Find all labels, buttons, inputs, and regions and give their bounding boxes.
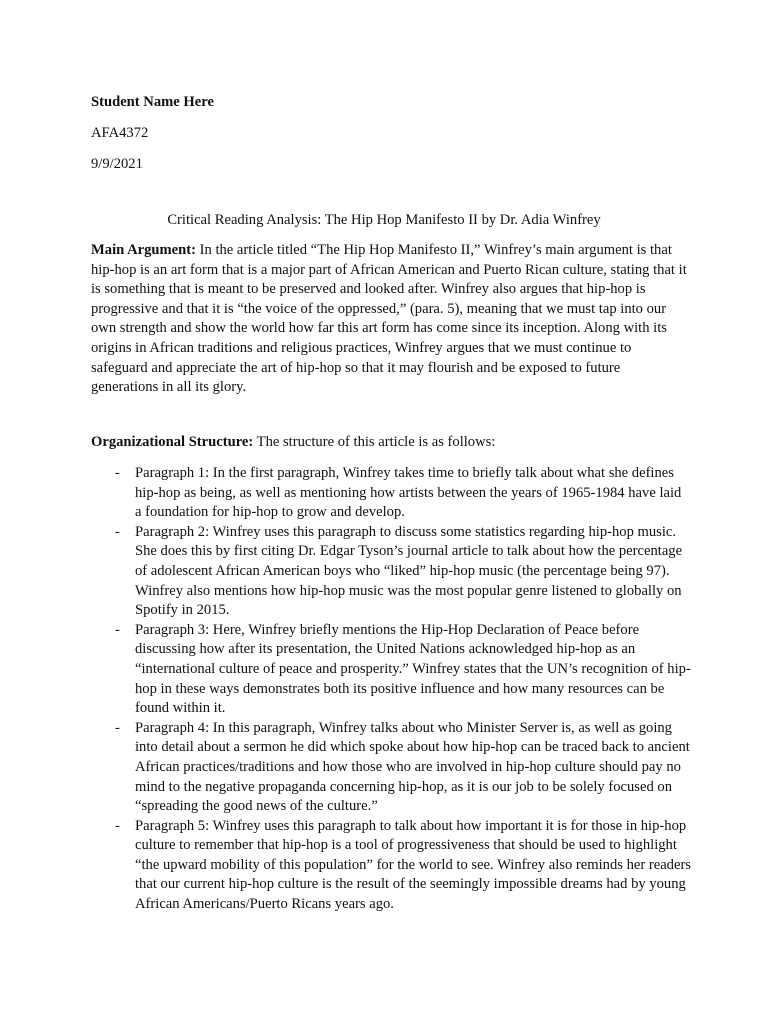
course-code: AFA4372: [91, 125, 149, 141]
list-item: [91, 523, 691, 621]
organizational-structure-text: The structure of this article is as follows:: [253, 434, 496, 450]
date: 9/9/2021: [91, 156, 143, 172]
list-item: [91, 464, 691, 523]
main-argument-label: Main Argument:: [91, 242, 196, 258]
list-item: [91, 817, 691, 915]
bullet-marker: -: [115, 719, 120, 736]
list-item-text: Paragraph 5: Winfrey uses this paragraph to talk about how important it is for those in hip-hop culture to remember that hip-hop is a tool of progressiveness that should be used to highlight “the upward mobility of this population” for the world to see. Winfrey also reminds her readers that our current hip-hop culture is the result of the seemingly impossible dreams had by young African Americans/Puerto Ricans years ago.: [135, 817, 691, 913]
list-item: [91, 719, 691, 817]
bullet-marker: -: [115, 817, 120, 834]
list-item-text: Paragraph 3: Here, Winfrey briefly mentions the Hip-Hop Declaration of Peace before discussing how after its presentation, the United Nations acknowledged hip-hop as an “international culture of peace and prosperity.” Winfrey states that the UN’s recognition of hip-hop in these ways demonstrates both its positive influence and how many resources can be found within it.: [135, 621, 691, 717]
organizational-structure-label: Organizational Structure:: [91, 434, 254, 450]
main-argument-paragraph: [91, 241, 691, 398]
student-name: Student Name Here: [91, 94, 214, 110]
list-item-text: Paragraph 1: In the first paragraph, Winfrey takes time to briefly talk about what she defines hip-hop as being, as well as mentioning how artists between the years of 1965-1984 have laid a foundation for hip-hop to grow and develop.: [135, 465, 682, 521]
main-argument-text: In the article titled “The Hip Hop Manifesto II,” Winfrey’s main argument is that hip-hop is an art form that is a major part of African American and Puerto Rican culture, stating that it is something that is meant to be preserved and looked after. Winfrey also argues that hip-hop is progressive and that it is “the voice of the oppressed,” (para. 5), meaning that we must tap into our own strength and show the world how far this art form has come since its inception. Along with its origins in African traditions and religious practices, Winfrey argues that we must continue to safeguard and appreciate the art of hip-hop so that it may flourish and be exposed to future generations in all its glory.: [91, 242, 687, 396]
list-item: [91, 621, 691, 719]
organizational-structure-paragraph: [91, 433, 691, 453]
paragraph-list: [91, 464, 691, 915]
document-title: Critical Reading Analysis: The Hip Hop Manifesto II by Dr. Adia Winfrey: [167, 212, 601, 228]
list-item-text: Paragraph 4: In this paragraph, Winfrey talks about who Minister Server is, as well as going into detail about a sermon he did which spoke about how hip-hop can be traced back to ancient African practices/traditions and how those who are involved in hip-hop culture should pay no mind to the negative propaganda concerning hip-hop, as it is our job to be solely focused on “spreading the good news of the culture.”: [135, 719, 690, 815]
list-item-text: Paragraph 2: Winfrey uses this paragraph to discuss some statistics regarding hip-hop music. She does this by first citing Dr. Edgar Tyson’s journal article to talk about how the percentage of adolescent African American boys who “liked” hip-hop music (the percentage being 97). Winfrey also mentions how hip-hop music was the most popular genre listened to globally on Spotify in 2015.: [135, 523, 683, 619]
bullet-marker: -: [115, 621, 120, 638]
bullet-marker: -: [115, 465, 120, 481]
bullet-marker: -: [115, 523, 120, 540]
